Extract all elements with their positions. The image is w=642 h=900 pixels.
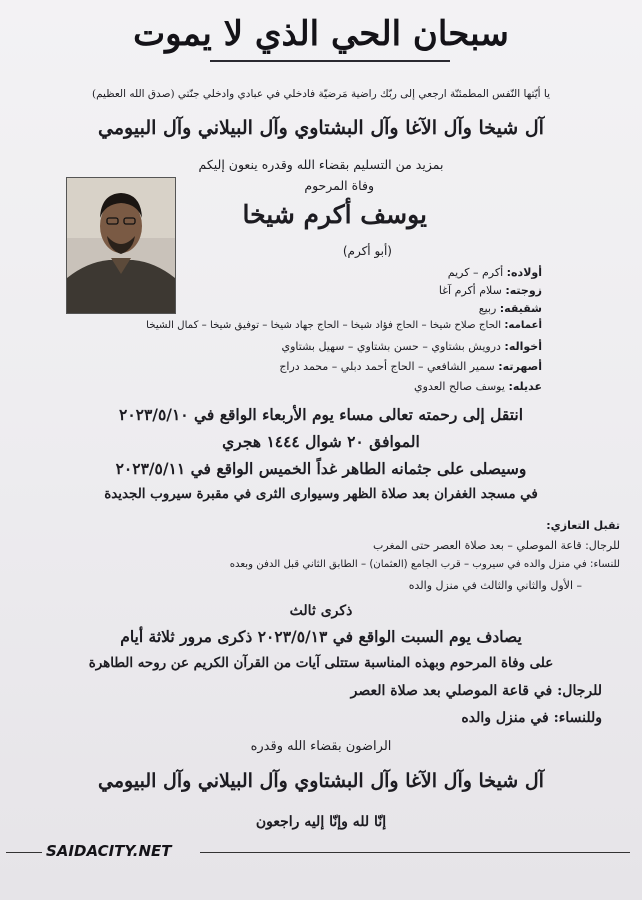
- announce-line: بمزيد من التسليم بقضاء الله وقدره ينعون إليكم: [198, 157, 444, 172]
- condolences-title: تقبل التعازي:: [546, 519, 620, 532]
- relative-maternal-uncles: أخواله: درويش بشتاوي – حسن بشتاوي – سهيل بشتاوي: [281, 340, 542, 353]
- death-date-line: انتقل إلى رحمته تعالى مساء يوم الأربعاء الواقع في ٢٠٢٣/٥/١٠: [119, 405, 523, 424]
- condolences-women: للنساء: في منزل والده في سيروب – قرب الجامع (العثمان) – الطابق الثاني قبل الدفن وبعده: [229, 559, 620, 570]
- third-day-date: يصادف يوم السبت الواقع في ٢٠٢٣/٥/١٣ ذكرى مرور ثلاثة أيام: [120, 627, 522, 646]
- relative-children: أولاده: أكرم – كريم: [447, 266, 542, 279]
- closing-phrase: إنّا لله وإنّا إليه راجعون: [255, 814, 387, 830]
- families-heading: آل شيخا وآل الآغا وآل البشتاوي وآل البيلاني وآل البيومي: [98, 117, 544, 139]
- relative-brother-in-law: عديله: يوسف صالح العدوي: [414, 380, 542, 393]
- relative-in-laws: أصهرته: سمير الشافعي – الحاج أحمد دبلي – محمد دراج: [279, 360, 542, 373]
- site-watermark[interactable]: SAIDACITY.NET: [46, 842, 172, 860]
- deceased-photo: [66, 177, 176, 314]
- third-day-men: للرجال: في قاعة الموصلي بعد صلاة العصر: [350, 683, 602, 699]
- calligraphy-underline: [210, 60, 450, 62]
- deceased-kunya: (أبو أكرم): [342, 244, 392, 258]
- relative-brother: شقيقه: ربيع: [478, 302, 542, 315]
- accepting-line: الراضون بقضاء الله وقدره: [250, 739, 392, 754]
- third-day-title: ذكرى ثالث: [289, 603, 353, 619]
- wafat-line: وفاة المرحوم: [304, 178, 374, 193]
- funeral-prayer-line: وسيصلى على جثمانه الطاهر غداً الخميس الواقع في ٢٠٢٣/٥/١١: [115, 459, 527, 478]
- quran-verse: يا أيّتها النّفس المطمئنّة ارجعي إلى ربّك راضية مَرضيّة فادخلي في عبادي وادخلي جنّتي (صدق الله العظيم): [91, 88, 551, 100]
- deceased-name: يوسف أكرم شيخا: [242, 200, 427, 229]
- relative-wife: زوجته: سلام أكرم آغا: [438, 284, 542, 297]
- footer-rule-left: [6, 852, 42, 853]
- condolences-women-cont: – الأول والثاني والثالث في منزل والده: [408, 579, 582, 592]
- third-day-quran: على وفاة المرحوم وبهذه المناسبة ستتلى آيات من القرآن الكريم عن روحه الطاهرة: [88, 655, 554, 671]
- burial-line: في مسجد الغفران بعد صلاة الظهر وسيوارى الثرى في مقبرة سيروب الجديدة: [104, 486, 538, 502]
- condolences-men: للرجال: قاعة الموصلي – بعد صلاة العصر حتى المغرب: [373, 539, 620, 552]
- relative-uncles: أعمامه: الحاج صلاح شيخا – الحاج فؤاد شيخا – الحاج جهاد شيخا – توفيق شيخا – كمال الشيخا: [146, 320, 542, 331]
- hijri-date-line: الموافق ٢٠ شوال ١٤٤٤ هجري: [222, 432, 420, 451]
- calligraphy-header: سبحان الحي الذي لا يموت: [133, 14, 509, 54]
- third-day-women: وللنساء: في منزل والده: [461, 710, 602, 726]
- footer-rule-right: [200, 852, 630, 853]
- families-footer: آل شيخا وآل الآغا وآل البشتاوي وآل البيلاني وآل البيومي: [98, 770, 544, 792]
